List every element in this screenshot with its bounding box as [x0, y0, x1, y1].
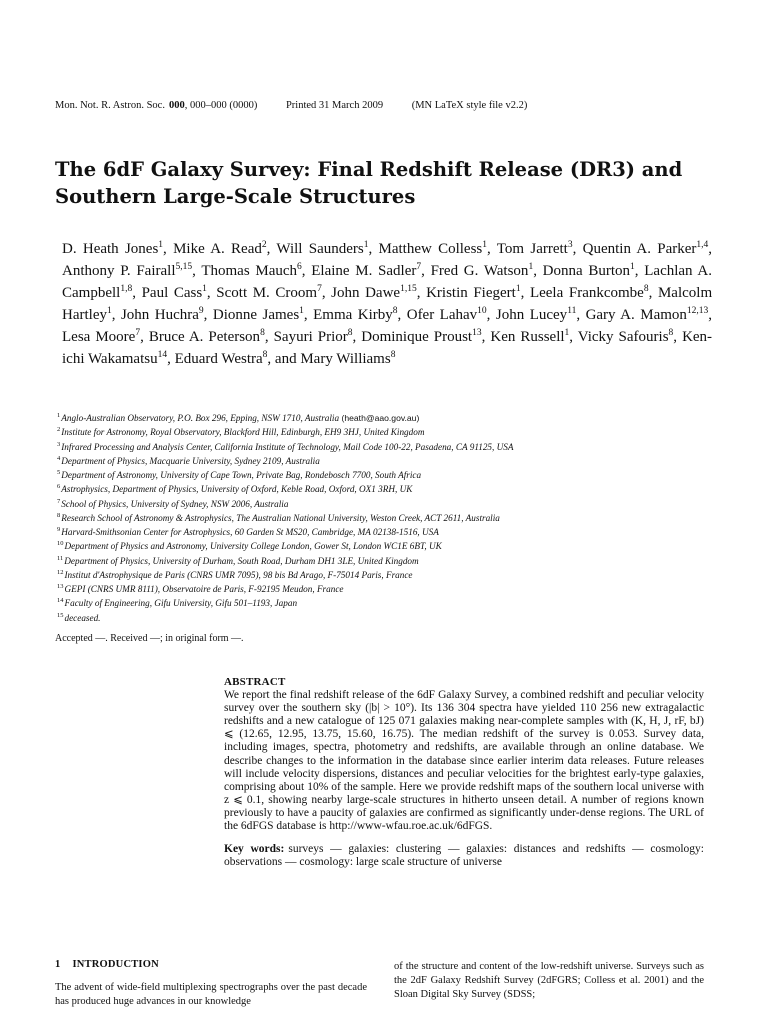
author-affiliation-mark: 8	[643, 284, 649, 294]
author-name: Bruce A. Peterson	[148, 329, 261, 345]
author	[361, 329, 481, 345]
author-name: Matthew Colless	[378, 241, 483, 257]
author	[426, 285, 521, 301]
affiliation	[57, 510, 737, 524]
author-affiliation-mark: 8	[668, 328, 674, 338]
affiliation-number: 14	[57, 597, 64, 605]
affiliation	[57, 410, 737, 424]
affiliation-text: Department of Astronomy, University of Cape Town, Private Bag, Rondebosch 7700, South Africa	[61, 470, 422, 481]
contact-email[interactable]: (heath@aao.gov.au)	[339, 413, 420, 424]
affiliation-number: 2	[57, 426, 61, 434]
section-number: 1	[55, 959, 61, 970]
author	[201, 263, 301, 279]
affiliation-number: 1	[57, 412, 61, 419]
author	[213, 307, 304, 323]
author-affiliation-mark: 2	[261, 240, 267, 250]
author	[583, 241, 709, 257]
affiliation-number: 15	[57, 611, 64, 619]
author-affiliation-mark: 9	[198, 306, 204, 316]
affiliation-number: 3	[57, 440, 61, 448]
author	[543, 263, 635, 279]
author-affiliation-mark: 8	[347, 328, 353, 338]
author-name: Tom Jarrett	[496, 241, 568, 257]
author	[530, 285, 649, 301]
affiliation-list	[57, 410, 737, 624]
author	[142, 285, 207, 301]
author-name: Scott M. Croom	[216, 285, 318, 301]
author-affiliation-mark: 3	[567, 240, 573, 250]
author-name: John Huchra	[120, 307, 199, 323]
author-affiliation-mark: 1,8	[120, 284, 133, 294]
affiliation-text: Research School of Astronomy & Astrophysics, The Australian National University, Weston Creek, ACT 2611, Australia	[61, 512, 500, 523]
author	[175, 351, 268, 367]
affiliation-text: Department of Physics, Macquarie University, Sydney 2109, Australia	[61, 455, 320, 466]
printed-date: Printed 31 March 2009	[285, 100, 384, 111]
author	[313, 307, 397, 323]
author	[173, 241, 267, 257]
author	[276, 241, 368, 257]
affiliation-number: 6	[57, 483, 61, 491]
keywords-line	[224, 843, 704, 869]
author-affiliation-mark: 1	[202, 284, 207, 294]
author-affiliation-mark: 1	[158, 240, 164, 250]
affiliation-text: Institut d'Astrophysique de Paris (CNRS UMR 7095), 98 bis Bd Arago, F-75014 Paris, France	[64, 569, 413, 580]
author-name: Ofer Lahav	[406, 307, 478, 323]
author-name: Quentin A. Parker	[582, 241, 697, 257]
author-affiliation-mark: 8	[392, 306, 398, 316]
affiliation	[57, 538, 737, 552]
author-affiliation-mark: 10	[477, 306, 487, 316]
affiliation-number: 5	[57, 469, 61, 477]
journal-volume: 000	[168, 100, 185, 111]
author-name: Anthony P. Fairall	[62, 263, 176, 279]
author-affiliation-mark: 14	[157, 350, 168, 360]
affiliation-number: 9	[57, 526, 61, 534]
author-name: Mary Williams	[300, 351, 391, 367]
author-name: Lesa Moore	[62, 329, 136, 345]
author-name: Vicky Safouris	[577, 329, 669, 345]
author-name: Kristin Fiegert	[426, 285, 516, 301]
author	[62, 241, 163, 257]
affiliation-text: Department of Physics and Astronomy, University College London, Gower St, London WC1E 6BT, UK	[64, 541, 442, 552]
author-affiliation-mark: 1	[528, 262, 534, 272]
author-name: Lachlan A. Campbell	[62, 263, 713, 301]
author-affiliation-mark: 7	[135, 328, 141, 338]
author	[379, 241, 488, 257]
author-affiliation-mark: 8	[260, 328, 265, 338]
author-name: Emma Kirby	[313, 307, 393, 323]
author-affiliation-mark: 1	[363, 240, 369, 250]
author	[578, 329, 674, 345]
keywords-text: surveys — galaxies: clustering — galaxies: distances and redshifts — cosmology: observations — cosmology: large scale structure of universe	[224, 843, 704, 869]
author-name: Eduard Westra	[174, 351, 263, 367]
author-name: Donna Burton	[542, 263, 631, 279]
journal-name: Mon. Not. R. Astron. Soc.	[55, 100, 165, 111]
affiliation-number: 8	[57, 511, 61, 519]
author	[331, 285, 417, 301]
section-title: INTRODUCTION	[72, 959, 159, 970]
author-name: Dominique Proust	[361, 329, 473, 345]
author-name: Leela Frankcombe	[529, 285, 644, 301]
author-name: Ken-ichi Wakamatsu	[62, 329, 713, 367]
author-name: Mike A. Read	[173, 241, 262, 257]
author	[431, 263, 534, 279]
style-file-note: (MN LaTeX style file v2.2)	[411, 100, 528, 111]
affiliation-text: Institute for Astronomy, Royal Observatory, Blackford Hill, Edinburgh, EH9 3HJ, United Kingdom	[61, 427, 425, 438]
affiliation-text: Infrared Processing and Analysis Center, California Institute of Technology, Mail Code 100-22, Pasadena, CA 91125, USA	[61, 441, 514, 452]
affiliation-text: Harvard-Smithsonian Center for Astrophysics, 60 Garden St MS20, Cambridge, MA 02138-1516, USA	[61, 527, 439, 538]
author-affiliation-mark: 1,15	[400, 284, 417, 294]
author-name: Malcolm Hartley	[62, 285, 713, 323]
author	[586, 307, 709, 323]
author-list: D. Heath Jones$^1$, Mike A. Read$^2$, Will Saunders$^1$, Matthew Colless$^1$, Tom Jarrett$^3$, Quentin A. Parker$^{1,4}$, Anthony P. Fairall$^{5,15}$, Thomas Mauch$^6$, Elaine M. Sadler$^7$, Fred G. Watson$^1$, Donna Burton$^1$, Lachlan A. Campbell$^{1,8}$, Paul Cass$^1$, Scott M. Croom$^7$, John Dawe$^{1,15}$, Kristin Fiegert$^1$, Leela Frankcombe$^8$, Malcolm Hartley$^1$, John Huchra$^9$, Dionne James$^1$, Emma Kirby$^8$, Ofer Lahav$^{10}$, John Lucey$^{11}$, Gary A. Mamon$^{12,13}$, Lesa Moore$^7$, Bruce A. Peterson$^8$, Sayuri Prior$^8$, Dominique Proust$^{13}$, Ken Russell$^1$, Vicky Safouris$^8$, Ken-ichi Wakamatsu$^{14}$, Eduard Westra$^8$, and Mary Williams$^8$	[62, 240, 713, 367]
affiliation	[57, 524, 737, 538]
affiliation-number: 10	[57, 540, 64, 548]
affiliation	[57, 553, 737, 567]
affiliation-text: Faculty of Engineering, Gifu University, Gifu 501–1193, Japan	[64, 598, 298, 609]
author-affiliation-mark: 8	[262, 350, 268, 360]
author	[497, 241, 573, 257]
affiliation-number: 11	[57, 554, 64, 562]
author-name: Fred G. Watson	[430, 263, 529, 279]
affiliation	[57, 496, 737, 510]
author-affiliation-mark: 1	[106, 306, 112, 316]
author-name: John Lucey	[495, 307, 568, 323]
affiliation	[57, 439, 737, 453]
running-header	[55, 100, 553, 111]
author-affiliation-mark: 7	[416, 262, 422, 272]
author-affiliation-mark: 1	[299, 306, 304, 316]
author-name: Gary A. Mamon	[585, 307, 687, 323]
author	[216, 285, 322, 301]
affiliation-text: School of Physics, University of Sydney, NSW 2006, Australia	[61, 498, 289, 509]
journal-citation	[55, 100, 257, 111]
right-column	[394, 960, 704, 1002]
author-affiliation-mark: 1	[482, 240, 488, 250]
author-affiliation-mark: 7	[317, 284, 322, 294]
author-name: Will Saunders	[276, 241, 364, 257]
author-affiliation-mark: 1,4	[696, 240, 709, 250]
author	[62, 329, 140, 345]
author	[62, 263, 192, 279]
intro-paragraph-left: The advent of wide-field multiplexing spectrographs over the past decade has produced huge advances in our knowledge	[55, 982, 367, 1007]
journal-pages: , 000–000 (0000)	[184, 100, 258, 111]
keywords-label: Key words:	[224, 843, 285, 856]
affiliation	[57, 581, 737, 595]
author-affiliation-mark: 5,15	[175, 262, 193, 272]
affiliation	[57, 610, 737, 624]
abstract-body: We report the final redshift release of the 6dF Galaxy Survey, a combined redshift and peculiar velocity survey over the southern sky (|b| > 10°). Its 136 304 spectra have yielded 110 256 new extragalactic redshifts and a new catalogue of 125 071 galaxies making near-complete samples with (K, H, J, rF, bJ) ⩽ (12.65, 12.95, 13.75, 15.60, 16.75). The median redshift of the survey is 0.053. Survey data, including images, spectra, photometry and redshifts, are available through an online database. We describe changes to the information in the database since earlier interim data releases. Future releases will include velocity dispersions, distances and peculiar velocities for the brightest early-type galaxies, comprising about 10% of the sample. Here we provide redshift maps of the southern local universe with z ⩽ 0.1, showing nearby large-scale structures in hitherto unseen detail. A number of regions known previously to have a paucity of galaxies are confirmed as significantly under-dense regions. The URL of the 6dFGS database is http://www-wfau.roe.ac.uk/6dFGS.	[224, 689, 704, 833]
abstract-block	[224, 676, 704, 869]
received-line: Accepted —. Received —; in original form —.	[55, 633, 244, 644]
affiliation-text: Department of Physics, University of Durham, South Road, Durham DH1 3LE, United Kingdom	[64, 555, 419, 566]
author-affiliation-mark: 12,13	[686, 306, 709, 316]
affiliation-text: deceased.	[64, 612, 101, 623]
author-name: Thomas Mauch	[201, 263, 298, 279]
author	[149, 329, 265, 345]
paper-title: The 6dF Galaxy Survey: Final Redshift Release (DR3) and Southern Large-Scale Structures	[55, 158, 683, 208]
affiliation-text: GEPI (CNRS UMR 8111), Observatoire de Paris, F-92195 Meudon, France	[64, 584, 344, 595]
author-name: Dionne James	[212, 307, 300, 323]
affiliation-number: 7	[57, 497, 61, 505]
affiliation-number: 4	[57, 454, 61, 462]
affiliation	[57, 595, 737, 609]
affiliation	[57, 467, 737, 481]
author	[311, 263, 421, 279]
author-name: Elaine M. Sadler	[311, 263, 417, 279]
author-affiliation-mark: 1	[515, 284, 521, 294]
affiliation-number: 12	[57, 568, 64, 576]
affiliation-text: Astrophysics, Department of Physics, University of Oxford, Keble Road, Oxford, OX1 3RH, UK	[61, 484, 413, 495]
author-affiliation-mark: 11	[567, 306, 577, 316]
affiliation	[57, 424, 737, 438]
author-affiliation-mark: 1	[564, 328, 570, 338]
author-name: Paul Cass	[141, 285, 203, 301]
author-name: D. Heath Jones	[62, 241, 159, 257]
affiliation	[57, 481, 737, 495]
author-name: Sayuri Prior	[273, 329, 348, 345]
author-name: John Dawe	[331, 285, 401, 301]
author-affiliation-mark: 13	[472, 328, 482, 338]
author-name: Ken Russell	[490, 329, 565, 345]
intro-paragraph-right: of the structure and content of the low-redshift universe. Surveys such as the 2dF Galaxy Redshift Survey (2dFGRS; Colless et al. 2001) and the Sloan Digital Sky Survey (SDSS;	[394, 961, 704, 1000]
author	[274, 329, 353, 345]
author-affiliation-mark: 8	[390, 350, 396, 360]
author	[490, 329, 569, 345]
affiliation	[57, 453, 737, 467]
author-affiliation-mark: 1	[630, 262, 635, 272]
affiliation-text: Anglo-Australian Observatory, P.O. Box 296, Epping, NSW 1710, Australia	[61, 413, 340, 424]
affiliation	[57, 567, 737, 581]
author	[407, 307, 487, 323]
section-heading	[55, 958, 367, 972]
abstract-heading: ABSTRACT	[224, 676, 286, 688]
author	[121, 307, 204, 323]
author	[496, 307, 576, 323]
affiliation-number: 13	[57, 583, 64, 591]
author	[300, 351, 395, 367]
left-column	[55, 958, 367, 1009]
author-affiliation-mark: 6	[297, 262, 302, 272]
